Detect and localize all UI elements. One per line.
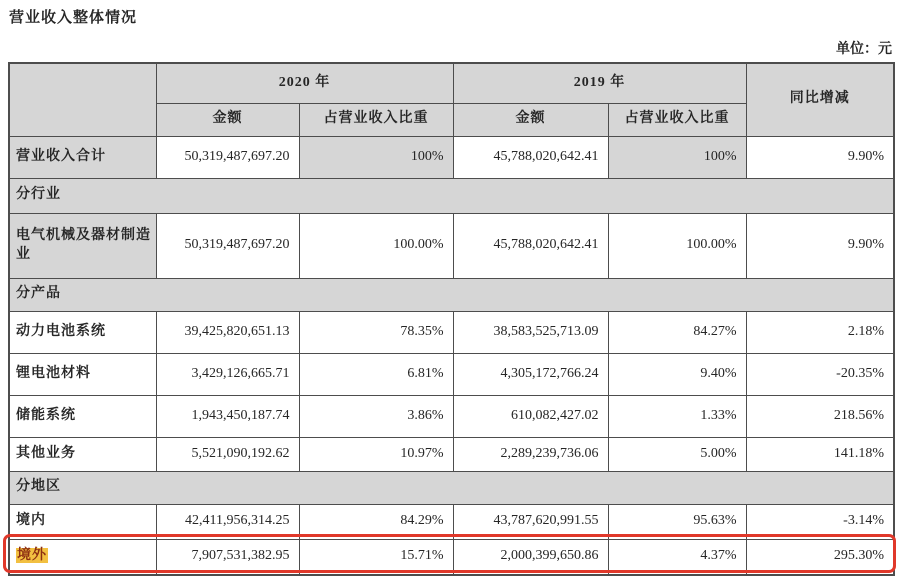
amount-2019-cell: 38,583,525,713.09 (453, 311, 608, 353)
highlight-marker: 境外 (17, 548, 47, 564)
amount-2019-cell: 2,289,239,736.06 (453, 437, 608, 471)
share-2019-cell: 5.00% (608, 437, 746, 471)
revenue-table (8, 62, 895, 576)
amount-2020-cell: 50,319,487,697.20 (156, 213, 299, 278)
share-2019-cell: 100.00% (608, 213, 746, 278)
table-row (9, 504, 894, 539)
row-label-cell: 储能系统 (9, 395, 156, 437)
share-2020-cell: 10.97% (299, 437, 453, 471)
row-label-cell: 动力电池系统 (9, 311, 156, 353)
column-share-2020: 占营业收入比重 (299, 103, 453, 136)
section-row (9, 278, 894, 311)
amount-2020-cell: 39,425,820,651.13 (156, 311, 299, 353)
amount-2019-cell: 43,787,620,991.55 (453, 504, 608, 539)
column-group-2020: 2020 年 (156, 63, 453, 103)
share-2019-cell: 9.40% (608, 353, 746, 395)
amount-2019-cell: 45,788,020,642.41 (453, 136, 608, 178)
amount-2019-cell: 45,788,020,642.41 (453, 213, 608, 278)
table-row (9, 539, 894, 575)
yoy-cell: -20.35% (746, 353, 894, 395)
yoy-cell: 2.18% (746, 311, 894, 353)
amount-2019-cell: 2,000,399,650.86 (453, 539, 608, 575)
unit-label: 单位：元 (836, 42, 892, 57)
share-2019-cell: 100% (608, 136, 746, 178)
share-2020-cell: 3.86% (299, 395, 453, 437)
column-amount-2020: 金额 (156, 103, 299, 136)
row-label-cell (9, 539, 156, 575)
share-2019-cell: 84.27% (608, 311, 746, 353)
amount-2020-cell: 1,943,450,187.74 (156, 395, 299, 437)
column-group-2019: 2019 年 (453, 63, 746, 103)
row-label-cell: 电气机械及器材制造业 (9, 213, 156, 278)
row-label-cell: 营业收入合计 (9, 136, 156, 178)
column-amount-2019: 金额 (453, 103, 608, 136)
table-row (9, 395, 894, 437)
amount-2020-cell: 7,907,531,382.95 (156, 539, 299, 575)
table-row (9, 311, 894, 353)
yoy-cell: 9.90% (746, 213, 894, 278)
section-row (9, 178, 894, 213)
page-title: 营业收入整体情况 (9, 10, 138, 26)
amount-2020-cell: 5,521,090,192.62 (156, 437, 299, 471)
share-2019-cell: 4.37% (608, 539, 746, 575)
row-label-cell: 锂电池材料 (9, 353, 156, 395)
section-label: 分地区 (9, 471, 894, 504)
amount-2020-cell: 42,411,956,314.25 (156, 504, 299, 539)
row-label-cell: 其他业务 (9, 437, 156, 471)
section-label: 分产品 (9, 278, 894, 311)
section-label: 分行业 (9, 178, 894, 213)
yoy-cell: 218.56% (746, 395, 894, 437)
amount-2019-cell: 610,082,427.02 (453, 395, 608, 437)
share-2020-cell: 100% (299, 136, 453, 178)
section-row (9, 471, 894, 504)
share-2020-cell: 6.81% (299, 353, 453, 395)
yoy-cell: 9.90% (746, 136, 894, 178)
share-2020-cell: 84.29% (299, 504, 453, 539)
share-2019-cell: 95.63% (608, 504, 746, 539)
amount-2020-cell: 50,319,487,697.20 (156, 136, 299, 178)
column-share-2019: 占营业收入比重 (608, 103, 746, 136)
amount-2020-cell: 3,429,126,665.71 (156, 353, 299, 395)
yoy-cell: -3.14% (746, 504, 894, 539)
column-yoy: 同比增减 (746, 63, 894, 136)
table-row (9, 136, 894, 178)
table-row (9, 437, 894, 471)
row-label-cell: 境内 (9, 504, 156, 539)
share-2019-cell: 1.33% (608, 395, 746, 437)
yoy-cell: 295.30% (746, 539, 894, 575)
amount-2019-cell: 4,305,172,766.24 (453, 353, 608, 395)
yoy-cell: 141.18% (746, 437, 894, 471)
corner-blank-cell (9, 63, 156, 136)
table-row (9, 213, 894, 278)
share-2020-cell: 78.35% (299, 311, 453, 353)
share-2020-cell: 15.71% (299, 539, 453, 575)
table-row (9, 353, 894, 395)
share-2020-cell: 100.00% (299, 213, 453, 278)
